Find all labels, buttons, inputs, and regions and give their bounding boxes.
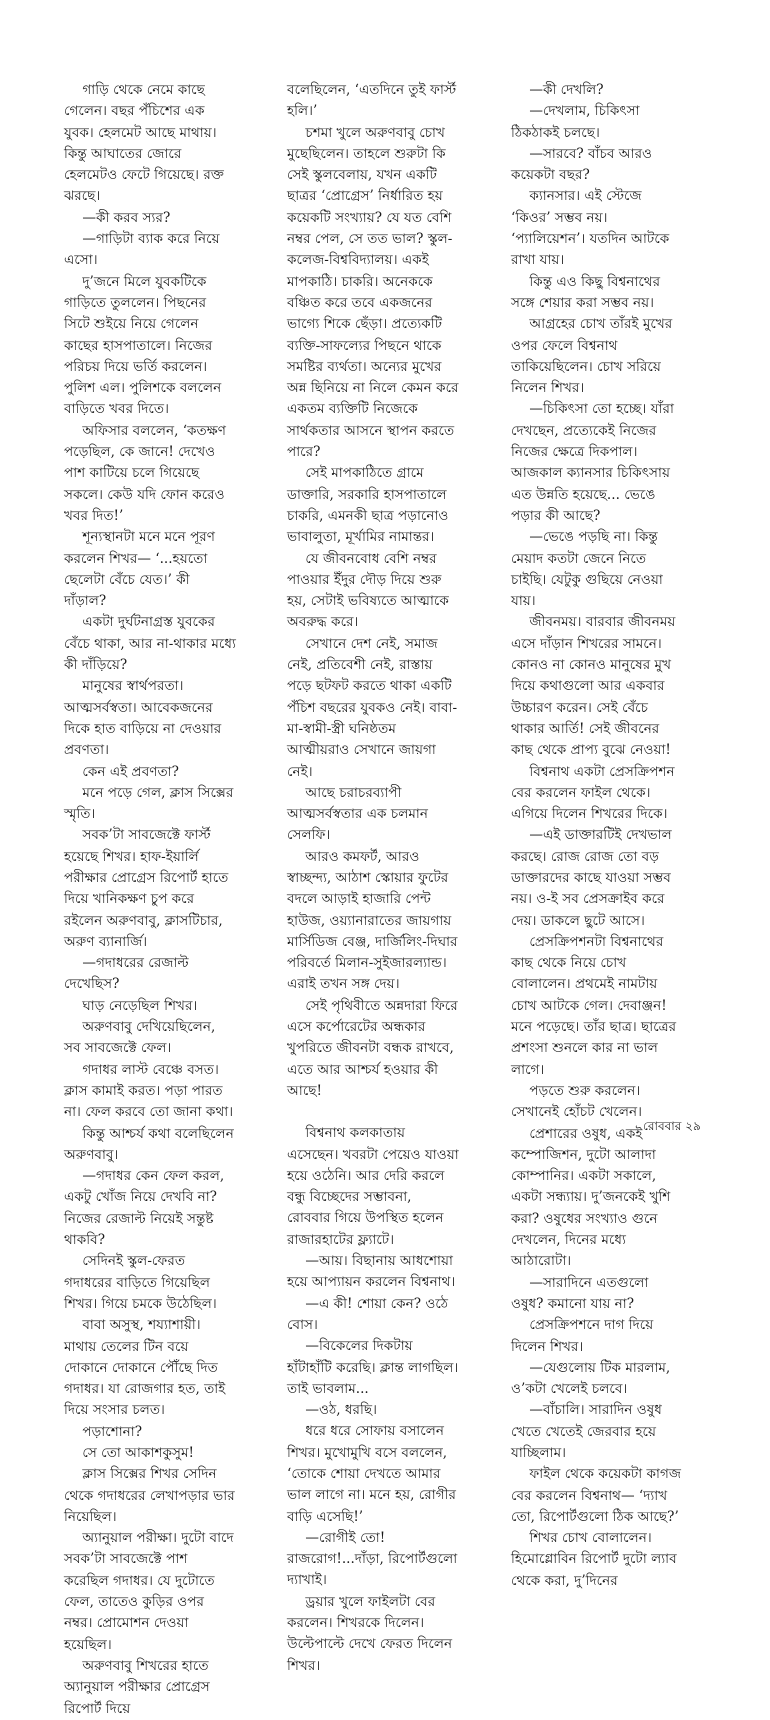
- paragraph: গাড়ি থেকে নেমে কাছে গেলেন। বছর পঁচিশের এক যুবক। হেলমেট আছে মাথায়। কিন্তু আঘাতের জোরে হেলমেটও ফেটে গিয়েছে। রক্ত ঝরছে।: [64, 82, 225, 205]
- paragraph: —বাঁচালি। সারাদিন ওষুধ খেতে খেতেই জেরবার হয়ে যাচ্ছিলাম।: [511, 1402, 662, 1461]
- paragraph: ধরে ধরে সোফায় বসালেন শিখর। মুখোমুখি বসে বললেন, ‘তোকে শোয়া দেখতে আমার ভাল লাগে না। মনে হয়, রোগীর বাড়ি এসেছি!’: [287, 1423, 456, 1525]
- paragraph: —গদাধর কেন ফেল করল, একটু খোঁজ নিয়ে দেখবি না? নিজের রেজাল্ট নিয়েই সন্তুষ্ট থাকবি?: [64, 1168, 225, 1249]
- paragraph: —এ কী! শোয়া কেন? ওঠে বোস।: [287, 1295, 449, 1333]
- paragraph: সেই মাপকাঠিতে গ্রামে ডাক্তারি, সরকারি হাসপাতালে চাকরি, এমনকী ছাত্র পড়ানোও ভাবালুতা, মূর্খামির নামান্তর।: [287, 465, 449, 546]
- paragraph: —চিকিৎসা তো হচ্ছে। যাঁরা দেখছেন, প্রত্যেকেই নিজের নিজের ক্ষেত্রে দিকপাল। আজকাল ক্যানসার চিকিৎসায় এত উন্নতি হয়েছে... ভেঙে পড়ার কী আছে?: [511, 401, 674, 524]
- paragraph: ঘাড় নেড়েছিল শিখর।: [82, 997, 198, 1014]
- paragraph: —ওঠ, ধরছি।: [305, 1402, 377, 1419]
- paragraph: যে জীবনবোধ বেশি নম্বর পাওয়ার ইঁদুর দৌড় দিয়ে শুরু হয়, সেটাই ভবিষ্যতে আত্মাকে অবরুদ্ধ করে।: [287, 550, 449, 631]
- paragraph: বিশ্বনাথ একটা প্রেসক্রিপশন বের করলেন ফাইল থেকে। এগিয়ে দিলেন শিখরের দিকে।: [511, 763, 675, 823]
- paragraph: জীবনময়। বারবার জীবনময় এসে দাঁড়ান শিখরের সামনে। কোনও না কোনও মানুষের মুখ দিয়ে কথাগুলো আর একবার উচ্চারণ করেন। সেই বেঁচে থাকার আর্তি! সেই জীবনের কাছ থেকে প্রাপ্য বুঝে নেওয়া!: [511, 614, 676, 759]
- paragraph: অ্যানুয়াল পরীক্ষা। দুটো বাদে সবক’টা সাবজেক্টে পাশ করেছিল গদাধর। যে দুটোতে ফেল, তাতেও কুড়ির ওপর নম্বর। প্রোমোশন দেওয়া হয়েছিল।: [64, 1530, 234, 1653]
- paragraph: কেন এই প্রবণতা?: [82, 763, 179, 780]
- paragraph: —সারাদিনে এতগুলো ওষুধ? কমানো যায় না?: [511, 1274, 649, 1312]
- paragraph: আছে চরাচরব্যাপী আত্মসর্বস্বতার এক চলমান সেলফি।: [287, 784, 428, 844]
- paragraph: ক্যানসার। এই স্টেজে ‘কিওর’ সম্ভব নয়। ‘প্যালিয়েশন’। যতদিন আটকে রাখা যায়।: [511, 188, 670, 269]
- paragraph: অরুণবাবু দেখিয়েছিলেন, সব সাবজেক্টে ফেল।: [64, 1019, 216, 1057]
- paragraph: ক্লাস সিক্সের শিখর সেদিন থেকে গদাধরের লেখাপড়ার ভার নিয়েছিল।: [64, 1466, 235, 1525]
- paragraph: —আয়। বিছানায় আধশোয়া হয়ে আপ্যায়ন করলেন বিশ্বনাথ।: [287, 1253, 456, 1291]
- text-column-1: [64, 80, 236, 1720]
- paragraph: আগ্রহের চোখ তাঁরই মুখের ওপর ফেলে বিশ্বনাথ তাকিয়েছিলেন। চোখ সরিয়ে নিলেন শিখর।: [511, 316, 673, 397]
- paragraph: গদাধর লাস্ট বেঞ্চে বসত। ক্লাস কামাই করত। পড়া পারত না। ফেল করবে তো জানা কথা।: [64, 1061, 234, 1121]
- paragraph: একটা দুর্ঘটনাগ্রস্ত যুবকের বেঁচে থাকা, আর না-থাকার মধ্যে কী দাঁড়িয়ে?: [64, 614, 236, 674]
- paragraph: প্রেসক্রিপশনটা বিশ্বনাথের কাছ থেকে নিয়ে চোখ বোলালেন। প্রথমেই নামটায় চোখ আটকে গেল। দেবাঞ্জন! মনে পড়েছে। তাঁর ছাত্র। ছাত্রের প্রশংসা শুনলে কার না ভাল লাগে।: [511, 933, 677, 1078]
- paragraph: মনে পড়ে গেল, ক্লাস সিক্সের স্মৃতি।: [64, 784, 234, 823]
- paragraph: —এই ডাক্তারটিই দেখভাল করছে। রোজ রোজ তো বড় ডাক্তারদের কাছে যাওয়া সম্ভব নয়। ও-ই সব প্রেসক্রাইব করে দেয়। ডাকলে ছুটে আসে।: [511, 827, 672, 929]
- paragraph: প্রেসক্রিপশনে দাগ দিয়ে দিলেন শিখর।: [511, 1317, 654, 1355]
- paragraph: দু’জনে মিলে যুবকটিকে গাড়িতে তুললেন। পিছনের সিটে শুইয়ে নিয়ে গেলেন কাছের হাসপাতালে। নিজের পরিচয় দিয়ে ভর্তি করলেন। পুলিশ এল। পুলিশকে বললেন বাড়িতে খবর দিতে।: [64, 273, 222, 418]
- text-column-2: [287, 80, 459, 1677]
- paragraph: —রোগীই তো! রাজরোগ!...দাঁড়া, রিপোর্টগুলো দ্যাখাই।: [287, 1529, 458, 1589]
- paragraph: ফাইল থেকে কয়েকটা কাগজ বের করলেন বিশ্বনাথ— ‘দ্যাখ তো, রিপোর্টগুলো ঠিক আছে?’: [511, 1466, 682, 1525]
- paragraph: শিখর চোখ বোলালেন। হিমোগ্লোবিন রিপোর্ট দুটো ল্যাব থেকে করা, দু’দিনের: [511, 1530, 677, 1589]
- paragraph: —গাড়িটা ব্যাক করে নিয়ে এসো।: [64, 231, 220, 269]
- paragraph: বাবা অসুস্থ, শয্যাশায়ী। মাথায় তেলের টিন বয়ে দোকানে দোকানে পৌঁছে দিত গদাধর। যা রোজগার হত, তাই দিয়ে সংসার চলত।: [64, 1317, 226, 1419]
- paragraph: বিশ্বনাথ কলকাতায় এসেছেন। খবরটা পেয়েও যাওয়া হয়ে ওঠেনি। আর দেরি করলে বন্ধু বিচ্ছেদের সম্ভাবনা, রোববার গিয়ে উপস্থিত হলেন রাজারহাটের ফ্ল্যাটে।: [287, 1125, 459, 1248]
- paragraph: —সারবে? বাঁচব আরও কয়েকটা বছর?: [511, 145, 653, 184]
- text-column-3: [511, 80, 683, 1592]
- paragraph: কিন্তু আশ্চর্য কথা বলেছিলেন অরুণবাবু।: [64, 1125, 234, 1163]
- paragraph: ড্রয়ার খুলে ফাইলটা বের করলেন। শিখরকে দিলেন। উল্টেপাল্টে দেখে ফেরত দিলেন শিখর।: [287, 1593, 453, 1674]
- paragraph: —যেগুলোয় টিক মারলাম, ও’কটা খেলেই চলবে।: [511, 1359, 671, 1398]
- paragraph: কিন্তু এও কিছু বিশ্বনাথের সঙ্গে শেয়ার করা সম্ভব নয়।: [511, 273, 661, 311]
- paragraph: অফিসার বললেন, ‘কতক্ষণ পড়েছিল, কে জানে! দেখেও পাশ কাটিয়ে চলে গিয়েছে সকলে। কেউ যদি ফোন করেও খবর দিত!’: [64, 422, 226, 524]
- paragraph: সেখানে দেশ নেই, সমাজ নেই, প্রতিবেশী নেই, রাস্তায় পড়ে ছটফট করতে থাকা একটি পঁচিশ বছরের যুবকও নেই। বাবা-মা-স্বামী-স্ত্রী ঘনিষ্ঠতম আত্মীয়রাও সেখানে জায়গা নেই।: [287, 635, 458, 780]
- paragraph: পড়তে শুরু করলেন। সেখানেই হোঁচট খেলেন।: [511, 1082, 643, 1121]
- paragraph: সেই পৃথিবীতে অন্নদারা ফিরে এসে কর্পোরেটের অন্ধকার খুপরিতে জীবনটা বন্ধক রাখবে, এতে আর আশ্চর্য হওয়ার কী আছে!: [287, 997, 458, 1099]
- paragraph: বলেছিলেন, ‘এতদিনে তুই ফার্স্ট হলি।’: [287, 82, 457, 120]
- paragraph: —কী দেখলি?: [529, 82, 604, 98]
- paragraph: —বিকেলের দিকটায় হাঁটাহাঁটি করেছি। ক্লান্ত লাগছিল। তাই ভাবলাম...: [287, 1338, 459, 1397]
- paragraph: —ভেঙে পড়ছি না। কিন্তু মেয়াদ কতটা জেনে নিতে চাইছি। যেটুকু গুছিয়ে নেওয়া যায়।: [511, 529, 663, 610]
- paragraph: সবক’টা সাবজেক্টে ফার্স্ট হয়েছে শিখর। হাফ-ইয়ার্লি পরীক্ষার প্রোগ্রেস রিপোর্ট হাতে দিয়ে খানিকক্ষণ চুপ করে রইলেন অরুণবাবু, ক্লাসটিচার, অরুণ ব্যানার্জি।: [64, 827, 229, 950]
- paragraph: —কী করব স্যর?: [82, 209, 171, 226]
- paragraph: পড়াশোনা?: [82, 1423, 143, 1440]
- paragraph: মানুষের স্বার্থপরতা। আত্মসর্বস্বতা। আবেকজনের দিকে হাত বাড়িয়ে না দেওয়ার প্রবণতা।: [64, 678, 222, 759]
- paragraph: চশমা খুলে অরুণবাবু চোখ মুছেছিলেন। তাহলে শুরুটা কি সেই স্কুলবেলায়, যখন একটি ছাত্রর ‘প্রোগ্রেস’ নির্ধারিত হয় কয়েকটি সংখ্যায়? যে যত বেশি নম্বর পেল, সে তত ভাল? স্কুল-কলেজ-বিশ্ববিদ্যালয়। একই মাপকাঠি। চাকরি। অনেককে বঞ্চিত করে তবে একজনের ভাগ্যে শিকে ছেঁড়া। প্রত্যেকটি ব্যক্তি-সাফল্যের পিছনে থাকে সমষ্টির ব্যর্থতা। অন্যের মুখের অন্ন ছিনিয়ে না নিলে কেমন করে একতম ব্যক্তিটি নিজেকে সার্থকতার আসনে স্থাপন করতে পারে?: [287, 124, 459, 461]
- paragraph: —গদাধরের রেজাল্ট দেখেছিস?: [64, 955, 189, 993]
- section-break: [287, 1102, 459, 1123]
- paragraph: আরও কমফর্ট, আরও স্বাচ্ছন্দ্য, আঠাশ স্কোয়ার ফুটের বদলে আড়াই হাজারি পেন্ট হাউজ, ওয়্যানারাতের জায়গায় মার্সিডিজ বেঞ্জ, দার্জিলিং-দিঘার পরিবর্তে মিলান-সুইজারল্যান্ড। এরাই তখন সঙ্গ দেয়।: [287, 848, 458, 993]
- paragraph: সেদিনই স্কুল-ফেরত গদাধরের বাড়িতে গিয়েছিল শিখর। গিয়ে চমকে উঠেছিল।: [64, 1253, 217, 1312]
- paragraph: সে তো আকাশকুসুম!: [82, 1445, 195, 1461]
- paragraph: শূন্যস্থানটা মনে মনে পূরণ করলেন শিখর— ‘...হয়তো ছেলেটা বেঁচে যেত।’ কী দাঁড়াল?: [64, 529, 215, 610]
- paragraph: —দেখলাম, চিকিৎসা ঠিকঠাকই চলছে।: [511, 103, 640, 141]
- page-folio: রোববার ২৯: [643, 1119, 701, 1133]
- paragraph: প্রেশারের ওষুধ, একই কম্পোজিশন, দুটো আলাদা কোম্পানির। একটা সকালে, একটা সন্ধ্যায়। দু’জনকেই খুশি করা? ওষুধের সংখ্যাও গুনে দেখলেন, দিনের মধ্যে আঠারোটা।: [511, 1125, 671, 1270]
- paragraph: অরুণবাবু শিখরের হাতে অ্যানুয়াল পরীক্ষার প্রোগ্রেস রিপোর্ট দিয়ে: [64, 1657, 210, 1717]
